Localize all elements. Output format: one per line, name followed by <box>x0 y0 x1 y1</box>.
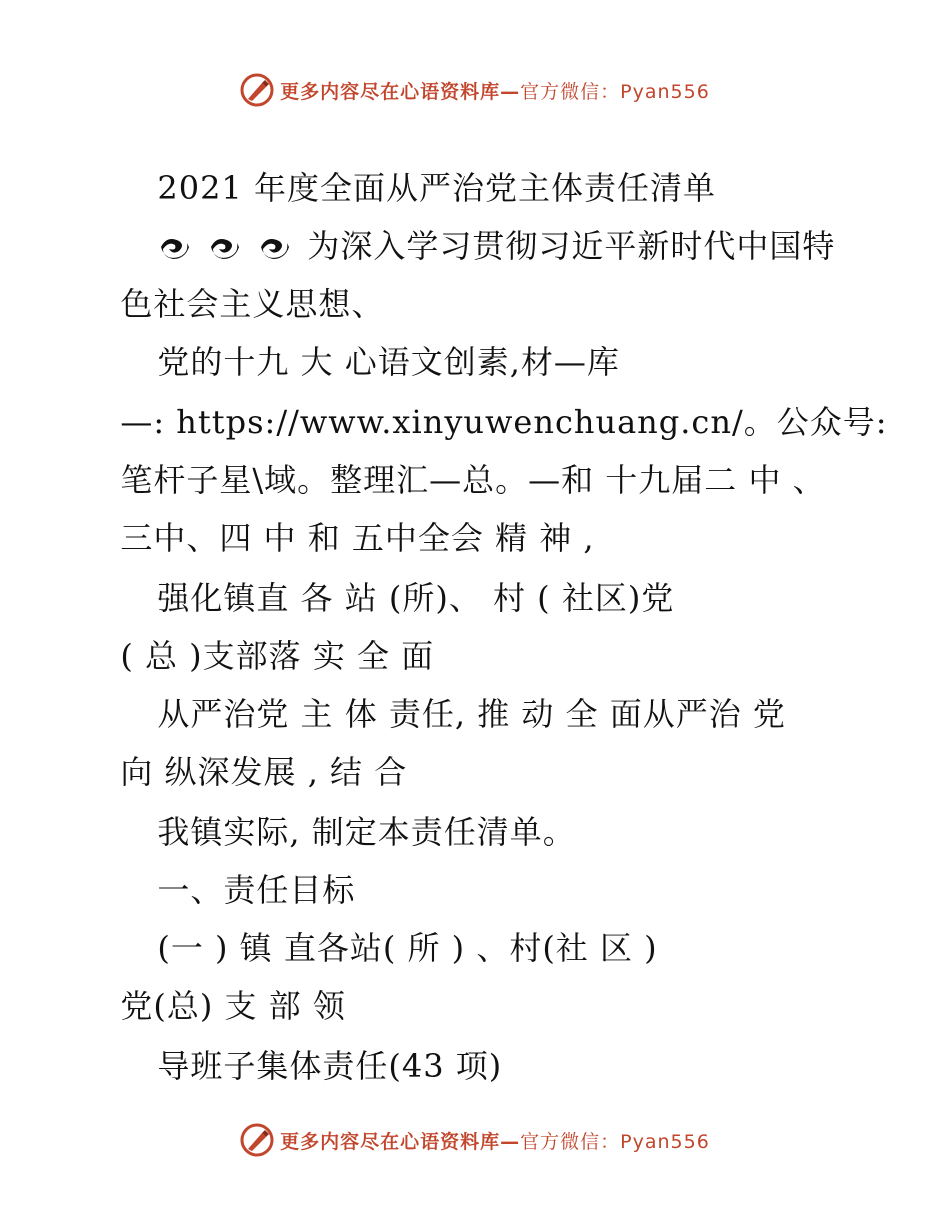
paragraph-line-12: (一 ) 镇 直各站( 所 ) 、村(社 区 ) <box>157 929 658 967</box>
paragraph-line-2: 色社会主义思想、 <box>120 285 385 323</box>
pen-logo-icon <box>240 73 274 107</box>
banner-text: 更多内容尽在心语资料库—官方微信：Pyan556 <box>280 1130 710 1153</box>
paragraph-line-5: 笔杆子星\域。整理汇—总。—和 十九届二 中 、 <box>120 461 826 499</box>
paragraph-line-3: 党的十九 大 心语文创素,材—库 <box>157 343 620 381</box>
paragraph-line-11: 我镇实际, 制定本责任清单。 <box>157 813 576 851</box>
paragraph-line-1: 为深入学习贯彻习近平新时代中国特 <box>0 186 950 266</box>
pen-logo-icon <box>240 1123 274 1157</box>
footer-banner <box>0 1120 950 1160</box>
document-title: 2021 年度全面从严治党主体责任清单 <box>157 169 716 207</box>
banner-text: 更多内容尽在心语资料库—官方微信：Pyan556 <box>280 80 710 103</box>
paragraph-line-4: —: https://www.xinyuwenchuang.cn/。公众号: <box>120 403 888 441</box>
paragraph-line-7: 强化镇直 各 站 (所)、 村 ( 社区)党 <box>157 579 675 617</box>
paragraph-line-13: 党(总) 支 部 领 <box>120 987 346 1025</box>
paragraph-line-9: 从严治党 主 体 责任, 推 动 全 面从严治 党 <box>157 695 786 733</box>
paragraph-line-10: 向 纵深发展 , 结 合 <box>120 753 408 791</box>
paragraph-line-8: ( 总 )支部落 实 全 面 <box>120 637 435 675</box>
paragraph-line-14: 导班子集体责任(43 项) <box>157 1047 503 1085</box>
header-banner <box>0 70 950 110</box>
section-heading: 一、责任目标 <box>157 871 356 909</box>
paragraph-line-6: 三中、四 中 和 五中全会 精 神 , <box>120 519 595 557</box>
